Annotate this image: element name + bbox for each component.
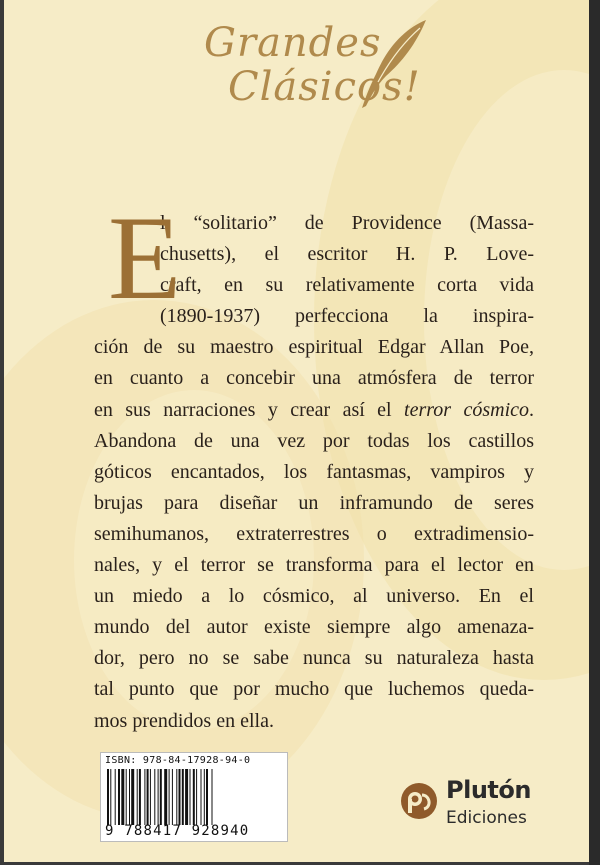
synopsis-line: Abandona de una vez por todas los castillos xyxy=(94,429,534,452)
barcode-bar xyxy=(121,769,124,825)
synopsis-line: chusetts), el escritor H. P. Love- xyxy=(160,243,534,266)
synopsis-line: semihumanos, extraterrestres o extradimensio- xyxy=(94,522,534,545)
publisher-logo xyxy=(400,770,560,830)
italic-trail: . xyxy=(529,398,535,421)
barcode-bar xyxy=(118,769,120,825)
synopsis-line-text: en sus narraciones y crear así el xyxy=(94,398,392,421)
quill-icon xyxy=(354,16,434,111)
barcode-bar xyxy=(160,769,162,825)
synopsis-line: (1890-1937) perfecciona la inspira- xyxy=(160,305,534,328)
barcode-bar xyxy=(182,769,184,825)
barcode-bar xyxy=(176,769,177,825)
barcode-bar xyxy=(131,769,134,825)
barcode xyxy=(100,752,288,842)
barcode-bar xyxy=(110,769,111,825)
isbn-label: ISBN: 978-84-17928-94-0 xyxy=(105,755,251,766)
synopsis-line: nales, y el terror se transforma para el lector en xyxy=(94,554,534,577)
barcode-bar xyxy=(129,769,130,825)
synopsis-line: l “solitario” de Providence (Massa- xyxy=(160,212,534,234)
barcode-bar xyxy=(185,769,188,825)
synopsis-line: mos prendidos en ella. xyxy=(94,709,274,732)
publisher-name: Plutón xyxy=(446,776,531,804)
ean-number: 9 788417 928940 xyxy=(105,823,250,839)
back-cover xyxy=(4,0,589,862)
synopsis-line: góticos encantados, los fantasmas, vampiros y xyxy=(94,460,534,483)
barcode-bar xyxy=(154,769,155,825)
publisher-sub: Ediciones xyxy=(446,808,527,828)
barcode-bar xyxy=(115,769,116,825)
series-logo-line1: Grandes xyxy=(204,20,382,66)
barcode-bar xyxy=(190,769,191,825)
barcode-bar xyxy=(204,769,205,825)
barcode-bar xyxy=(164,769,167,825)
barcode-bar xyxy=(169,769,170,825)
barcode-bar xyxy=(172,769,173,825)
barcode-bar xyxy=(144,769,145,825)
barcode-bar xyxy=(107,769,109,825)
synopsis-line: ción de su maestro espiritual Edgar Allan Poe, xyxy=(94,336,534,359)
barcode-bar xyxy=(158,769,159,825)
barcode-bar xyxy=(206,769,208,825)
synopsis-line: un miedo a lo cósmico, al universo. En el xyxy=(94,585,534,608)
barcode-bar xyxy=(201,769,202,825)
synopsis xyxy=(94,191,535,737)
barcode-bar xyxy=(139,769,141,825)
synopsis-line: dor, pero no se sabe nunca su naturaleza hasta xyxy=(94,647,534,670)
barcode-bars xyxy=(105,769,283,825)
barcode-bar xyxy=(150,769,151,825)
synopsis-line: tal punto que por mucho que luchemos queda- xyxy=(94,678,534,701)
synopsis-line: en cuanto a concebir una atmósfera de terror xyxy=(94,367,534,390)
series-logo xyxy=(184,14,434,124)
dropcap: E xyxy=(108,191,182,324)
barcode-bar xyxy=(193,769,195,825)
synopsis-line: mundo del autor existe siempre algo amenaza- xyxy=(94,616,534,639)
series-logo-line2: Clásicos! xyxy=(228,64,421,110)
cover-edge xyxy=(589,0,600,865)
barcode-bar xyxy=(179,769,181,825)
synopsis-line: brujas para diseñar un inframundo de seres xyxy=(94,491,534,514)
synopsis-line: craft, en su relativamente corta vida xyxy=(160,274,534,297)
barcode-bar xyxy=(137,769,138,825)
italic-phrase: terror cósmico xyxy=(404,398,530,421)
barcode-bar xyxy=(196,769,197,825)
pluton-icon xyxy=(400,782,438,820)
barcode-bar xyxy=(147,769,149,825)
barcode-bar xyxy=(126,769,127,825)
synopsis-line-italic xyxy=(94,395,534,426)
barcode-bar xyxy=(212,769,213,825)
